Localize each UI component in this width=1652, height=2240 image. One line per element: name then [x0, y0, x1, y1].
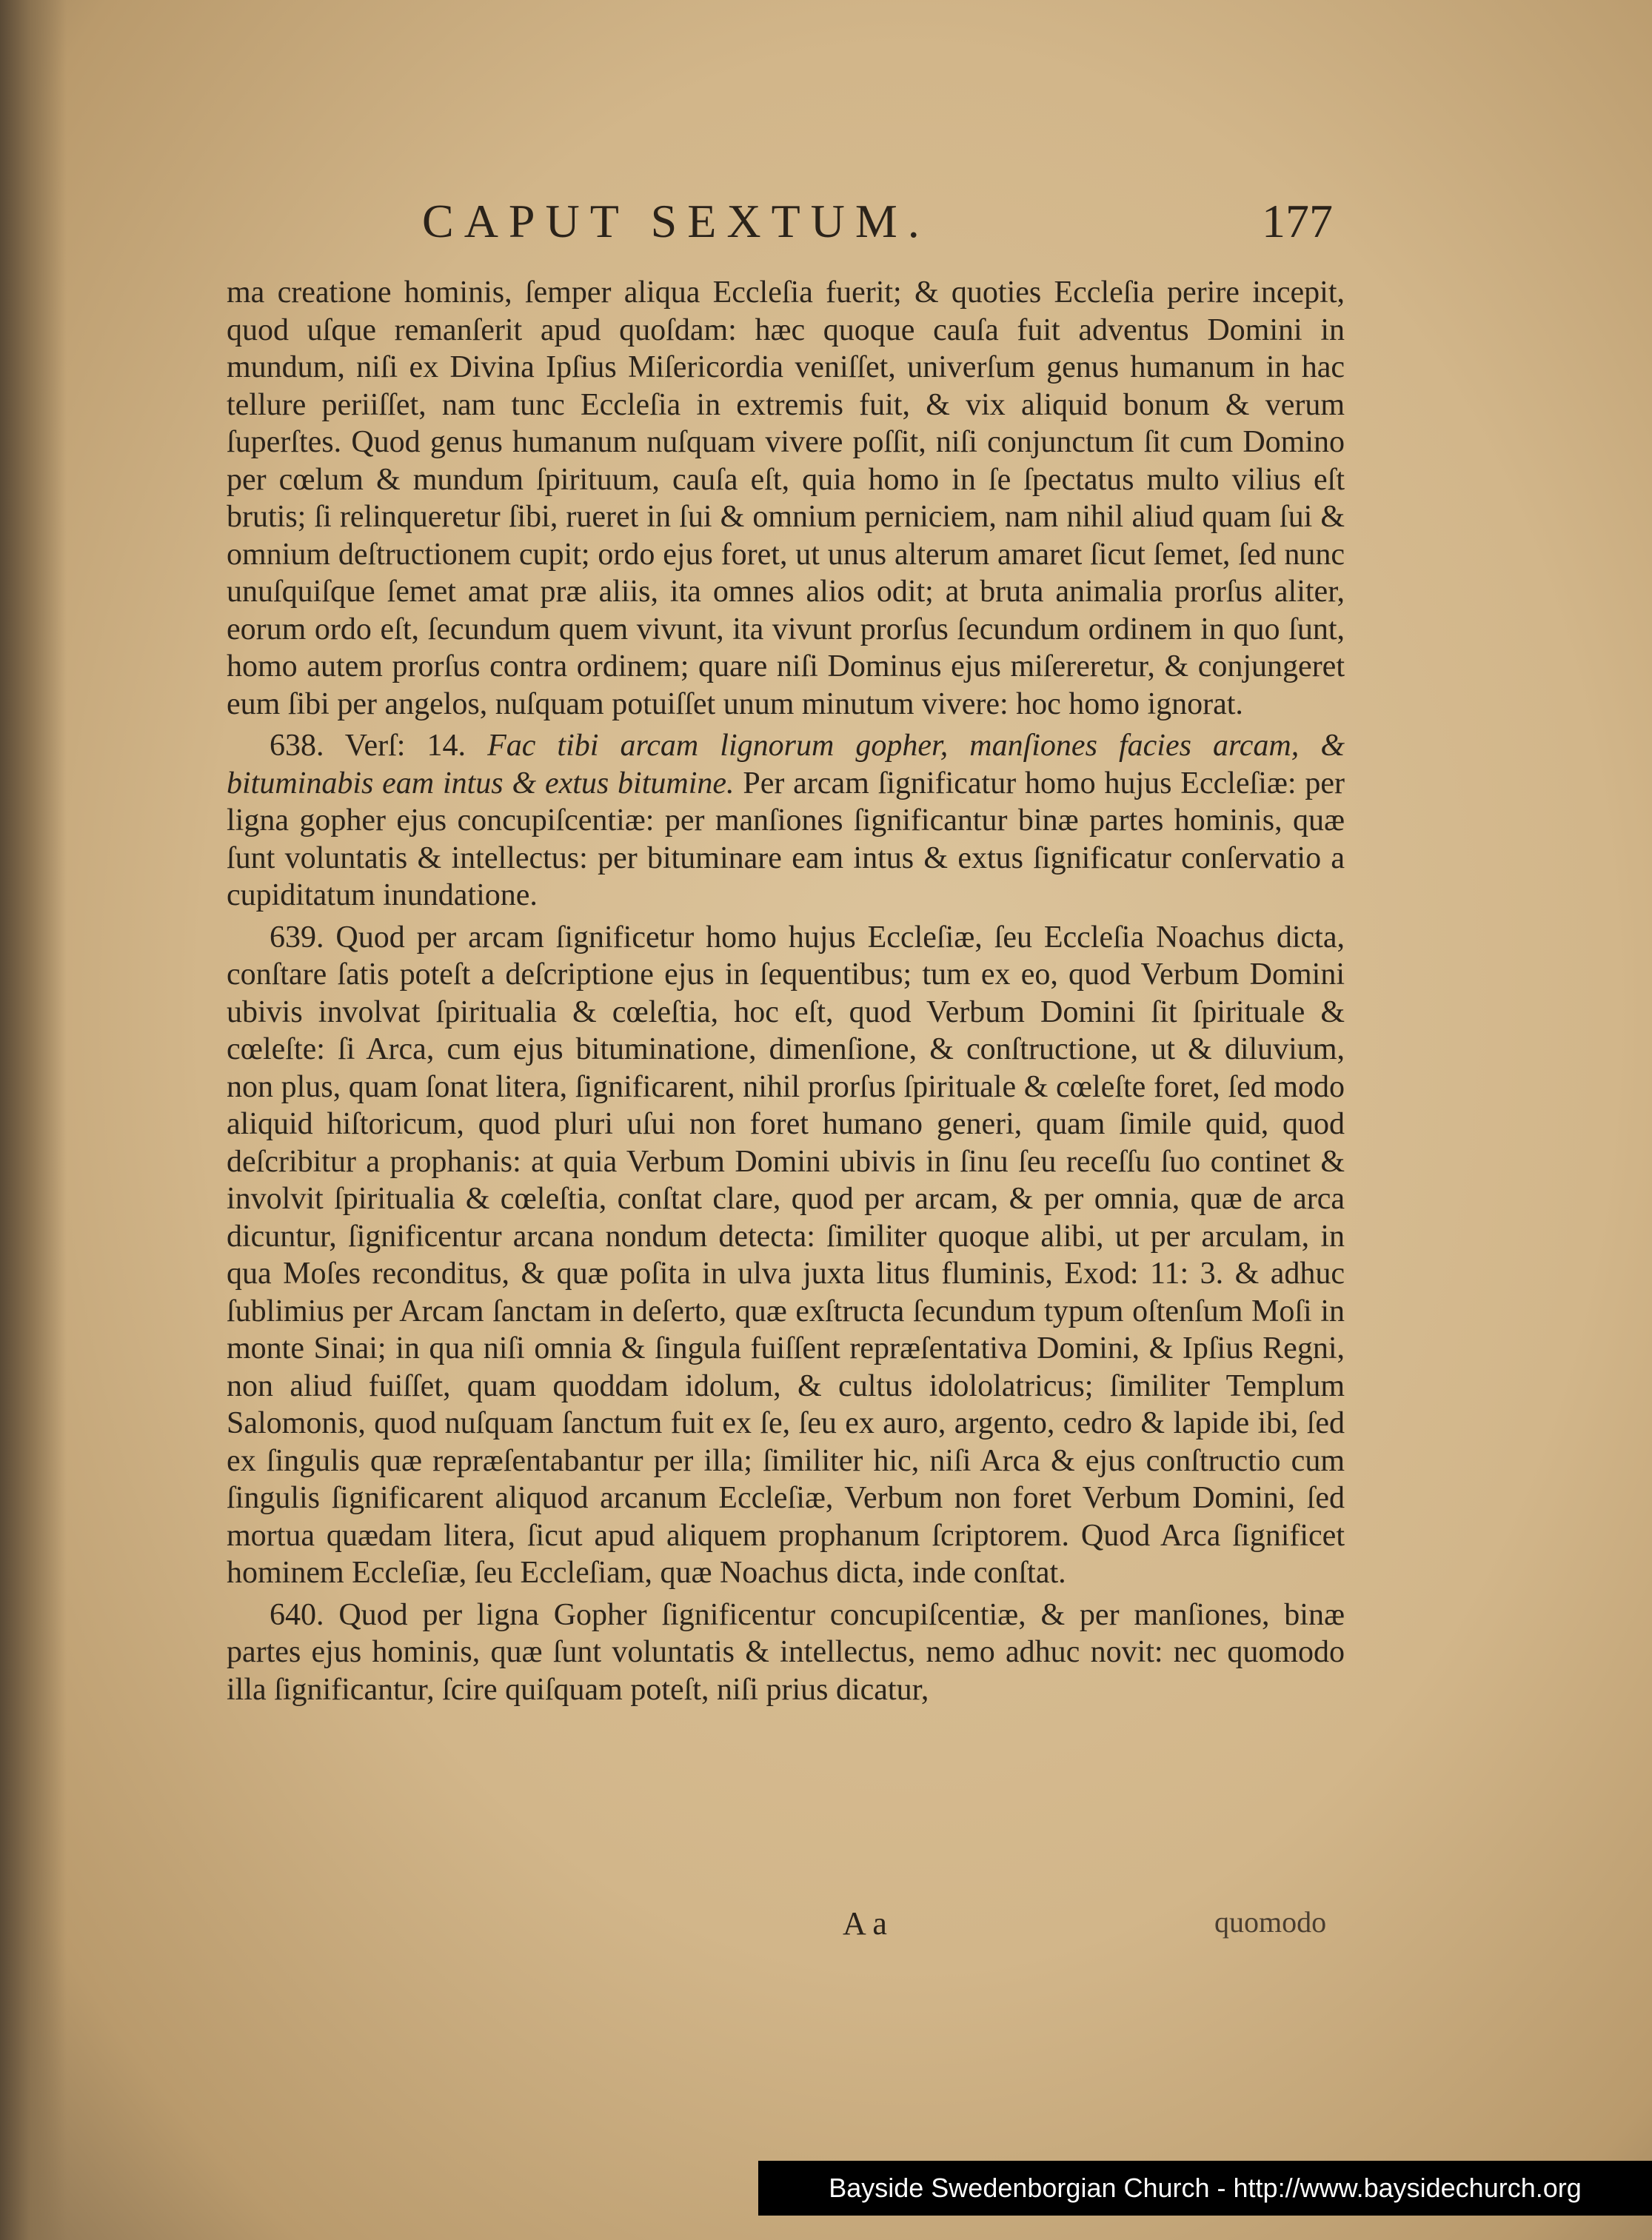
paragraph-638-quote: Fac tibi arcam lignorum gopher, manſiones facies arcam, & bituminabis eam intus & extus bitumine.	[227, 729, 1345, 800]
paragraph-638-text: Per arcam ſignificatur homo hujus Eccleſiæ: per ligna gopher ejus concupiſcentiæ: per manſiones ſignificantur binæ partes hominis, quæ ſunt voluntatis & intellectus: per bituminare eam intus & extus ſignificatur conſervatio a cupiditatum inundatione.	[227, 766, 1345, 912]
page-header	[222, 194, 1348, 261]
page-number: 177	[1262, 195, 1333, 247]
signature-mark: A a	[843, 1905, 887, 1942]
paragraph-638	[227, 727, 1345, 915]
paragraph-638-lead: 638. Verſ: 14.	[270, 729, 466, 763]
paragraph-continuation: ma creatione hominis, ſemper aliqua Eccleſia fuerit; & quoties Eccleſia perire incepit, quod uſque remanſerit apud quoſdam: hæc quoque cauſa fuit adventus Domini in mundum, niſi ex Divina Ipſius Miſericordia veniſſet, univerſum genus humanum in hac tellure periiſſet, nam tunc Eccleſia in extremis fuit, & vix aliquid bonum & verum ſuperſtes. Quod genus humanum nuſquam vivere poſſit, niſi conjunctum ſit cum Domino per cœlum & mundum ſpirituum, cauſa eſt, quia homo in ſe ſpectatus multo vilius eſt brutis; ſi relinqueretur ſibi, rueret in ſui & omnium perniciem, nam nihil aliud quam ſui & omnium deſtructionem cupit; ordo ejus foret, ut unus alterum amaret ſicut ſemet, ſed nunc unuſquiſque ſemet amat præ aliis, ita omnes alios odit; at bruta animalia prorſus aliter, eorum ordo eſt, ſecundum quem vivunt, ita vivunt prorſus ſecundum ordinem in quo ſunt, homo autem prorſus contra ordinem; quare niſi Dominus ejus miſereretur, & conjungeret eum ſibi per angelos, nuſquam potuiſſet unum minutum vivere: hoc homo ignorat.	[227, 275, 1345, 721]
body-text	[227, 274, 1345, 1708]
paragraph-639: 639. Quod per arcam ſignificetur homo hujus Eccleſiæ, ſeu Eccleſia Noachus dicta, conſtare ſatis poteſt a deſcriptione ejus in ſequentibus; tum ex eo, quod Verbum Domini ubivis involvat ſpiritualia & cœleſtia, hoc eſt, quod Verbum Domini ſit ſpirituale & cœleſte: ſi Arca, cum ejus bituminatione, dimenſione, & conſtructione, ut & diluvium, non plus, quam ſonat litera, ſignificarent, nihil prorſus ſpirituale & cœleſte foret, ſed modo aliquid hiſtoricum, quod pluri uſui non foret humano generi, quam ſimile quid, quod deſcribitur a prophanis: at quia Verbum Domini ubivis in ſinu ſeu receſſu ſuo continet & involvit ſpiritualia & cœleſtia, conſtat clare, quod per arcam, & per omnia, quæ de arca dicuntur, ſignificentur arcana nondum detecta: ſimiliter quoque alibi, ut per arculam, in qua Moſes reconditus, & quæ poſita in ulva juxta litus fluminis, Exod: 11: 3. & adhuc ſublimius per Arcam ſanctam in deſerto, quæ exſtructa ſecundum typum oſtenſum Moſi in monte Sinai; in qua niſi omnia & ſingula fuiſſent repræſentativa Domini, & Ipſius Regni, non aliud fuiſſet, quam quoddam idolum, & cultus idololatricus; ſimiliter Templum Salomonis, quod nuſquam ſanctum fuit ex ſe, ſeu ex auro, argento, cedro & lapide ibi, ſed ex ſingulis quæ repræſentabantur per illa; ſimiliter hic, niſi Arca & ejus conſtructio cum ſingulis ſignificarent aliquod arcanum Eccleſiæ, Verbum non foret Verbum Domini, ſed mortua quædam litera, ſicut apud aliquem prophanum ſcriptorem. Quod Arca ſignificet hominem Eccleſiæ, ſeu Eccleſiam, quæ Noachus dicta, inde conſtat.	[227, 920, 1345, 1590]
paragraph-640: 640. Quod per ligna Gopher ſignificentur concupiſcentiæ, & per manſiones, binæ partes ejus hominis, quæ ſunt voluntatis & intellectus, nemo adhuc novit: nec quomodo illa ſignificantur, ſcire quiſquam poteſt, niſi prius dicatur,	[227, 1597, 1345, 1707]
watermark-banner: Bayside Swedenborgian Church - http://www.baysidechurch.org	[758, 2161, 1652, 2216]
catchword: quomodo	[1214, 1905, 1327, 1939]
running-title: CAPUT SEXTUM.	[422, 195, 930, 247]
book-gutter-shadow	[0, 0, 67, 2240]
